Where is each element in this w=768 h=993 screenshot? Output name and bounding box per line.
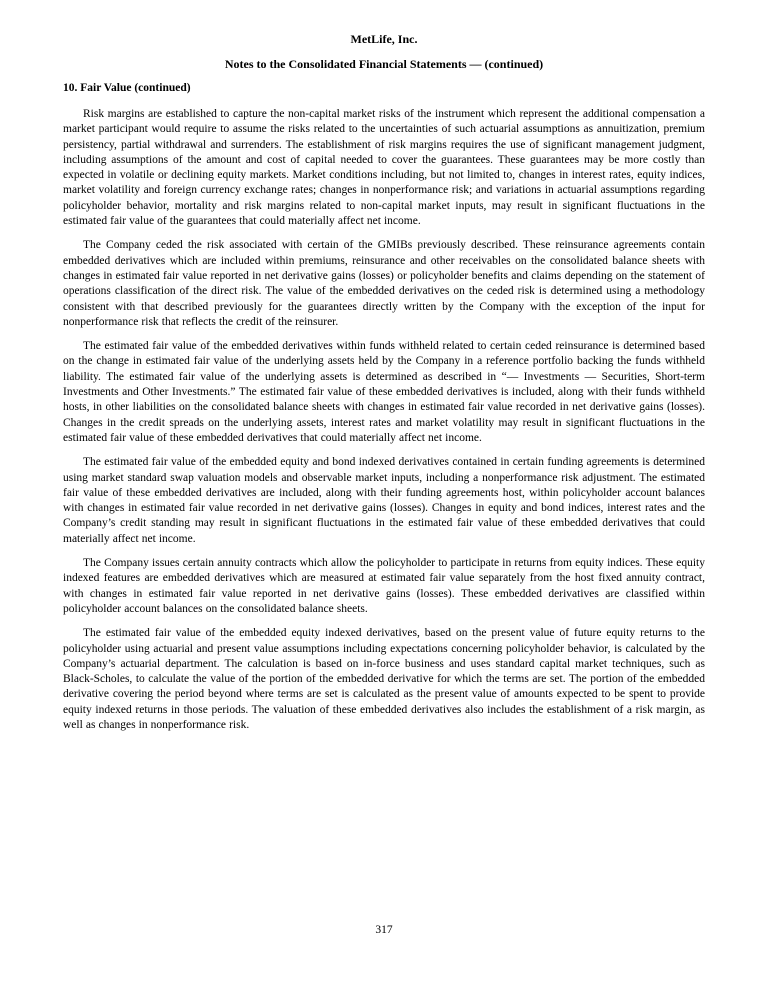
paragraph-ceded-gmib-risk: The Company ceded the risk associated with certain of the GMIBs previously described. These reinsurance agreements contain embedded derivatives which are included within premiums, reinsurance and other receivables on the consolidated balance sheets with changes in estimated fair value reported in net derivative gains (losses) or policyholder benefits and claims depending on the statement of operations classification of the direct risk. The value of the embedded derivatives on the ceded risk is determined using a methodology consistent with that described previously for the guarantees directly written by the Company with the exception of the input for nonperformance risk that reflects the credit of the reinsurer. (63, 239, 705, 328)
section-heading: 10. Fair Value (continued) (63, 82, 191, 94)
paragraph-annuity-contracts: The Company issues certain annuity contracts which allow the policyholder to participate in returns from equity indices. These equity indexed features are embedded derivatives which are measured at estimated fair value separately from the host fixed annuity contract, with changes in estimated fair value reported in net derivative gains (losses). These embedded derivatives are classified within policyholder account balances on the consolidated balance sheets. (63, 557, 705, 615)
paragraph-equity-indexed-valuation: The estimated fair value of the embedded equity indexed derivatives, based on the present value of future equity returns to the policyholder using actuarial and present value assumptions including expectations concerning policyholder behavior, is calculated by the Company’s actuarial department. The calculation is based on in-force business and uses standard capital market techniques, such as Black-Scholes, to calculate the value of the portion of the embedded derivative for which the terms are set. The portion of the embedded derivative covering the period beyond where terms are set is calculated as the present value of amounts expected to be spent to provide equity indexed returns in those periods. The valuation of these embedded derivatives also includes the establishment of a risk margin, as well as changes in nonperformance risk. (63, 627, 705, 731)
paragraph-funds-withheld: The estimated fair value of the embedded derivatives within funds withheld related to certain ceded reinsurance is determined based on the change in estimated fair value of the underlying assets held by the Company in a reference portfolio backing the funds withheld liability. The estimated fair value of the underlying assets is determined as described in “— Investments — Securities, Short-term Investments and Other Investments.” The estimated fair value of these embedded derivatives is included, along with their funds withheld hosts, in other liabilities on the consolidated balance sheets with changes in estimated fair value recorded in net derivative gains (losses). Changes in the credit spreads on the underlying assets, interest rates and market volatility may result in significant fluctuations in the estimated fair value of these embedded derivatives that could materially affect net income. (63, 340, 705, 444)
paragraph-funding-agreements: The estimated fair value of the embedded equity and bond indexed derivatives contained in certain funding agreements is determined using market standard swap valuation models and observable market inputs, including a nonperformance risk adjustment. The estimated fair value of these embedded derivatives are included, along with their funding agreements host, within policyholder account balances with changes in estimated fair value recorded in net derivative gains (losses). Changes in equity and bond indices, interest rates and the Company’s credit standing may result in significant fluctuations in the estimated fair value of these embedded derivatives that could materially affect net income. (63, 456, 705, 545)
document-subtitle: Notes to the Consolidated Financial Statements — (continued) (224, 57, 544, 71)
paragraph-risk-margins: Risk margins are established to capture the non-capital market risks of the instrument which represent the additional compensation a market participant would require to assume the risks related to the uncertainties of such actuarial assumptions as annuitization, premium persistency, partial withdrawal and surrenders. The establishment of risk margins requires the use of significant management judgment, including assumptions of the amount and cost of capital needed to cover the guarantees. These guarantees may be more costly than expected in volatile or declining equity markets. Market conditions including, but not limited to, changes in interest rates, equity indices, market volatility and foreign currency exchange rates; changes in nonperformance risk; and variations in actuarial assumptions regarding policyholder behavior, mortality and risk margins related to non-capital market inputs, may result in significant fluctuations in the estimated fair value of the guarantees that could materially affect net income. (63, 108, 705, 228)
document-title: MetLife, Inc. (350, 32, 418, 46)
page-number: 317 (375, 924, 393, 936)
